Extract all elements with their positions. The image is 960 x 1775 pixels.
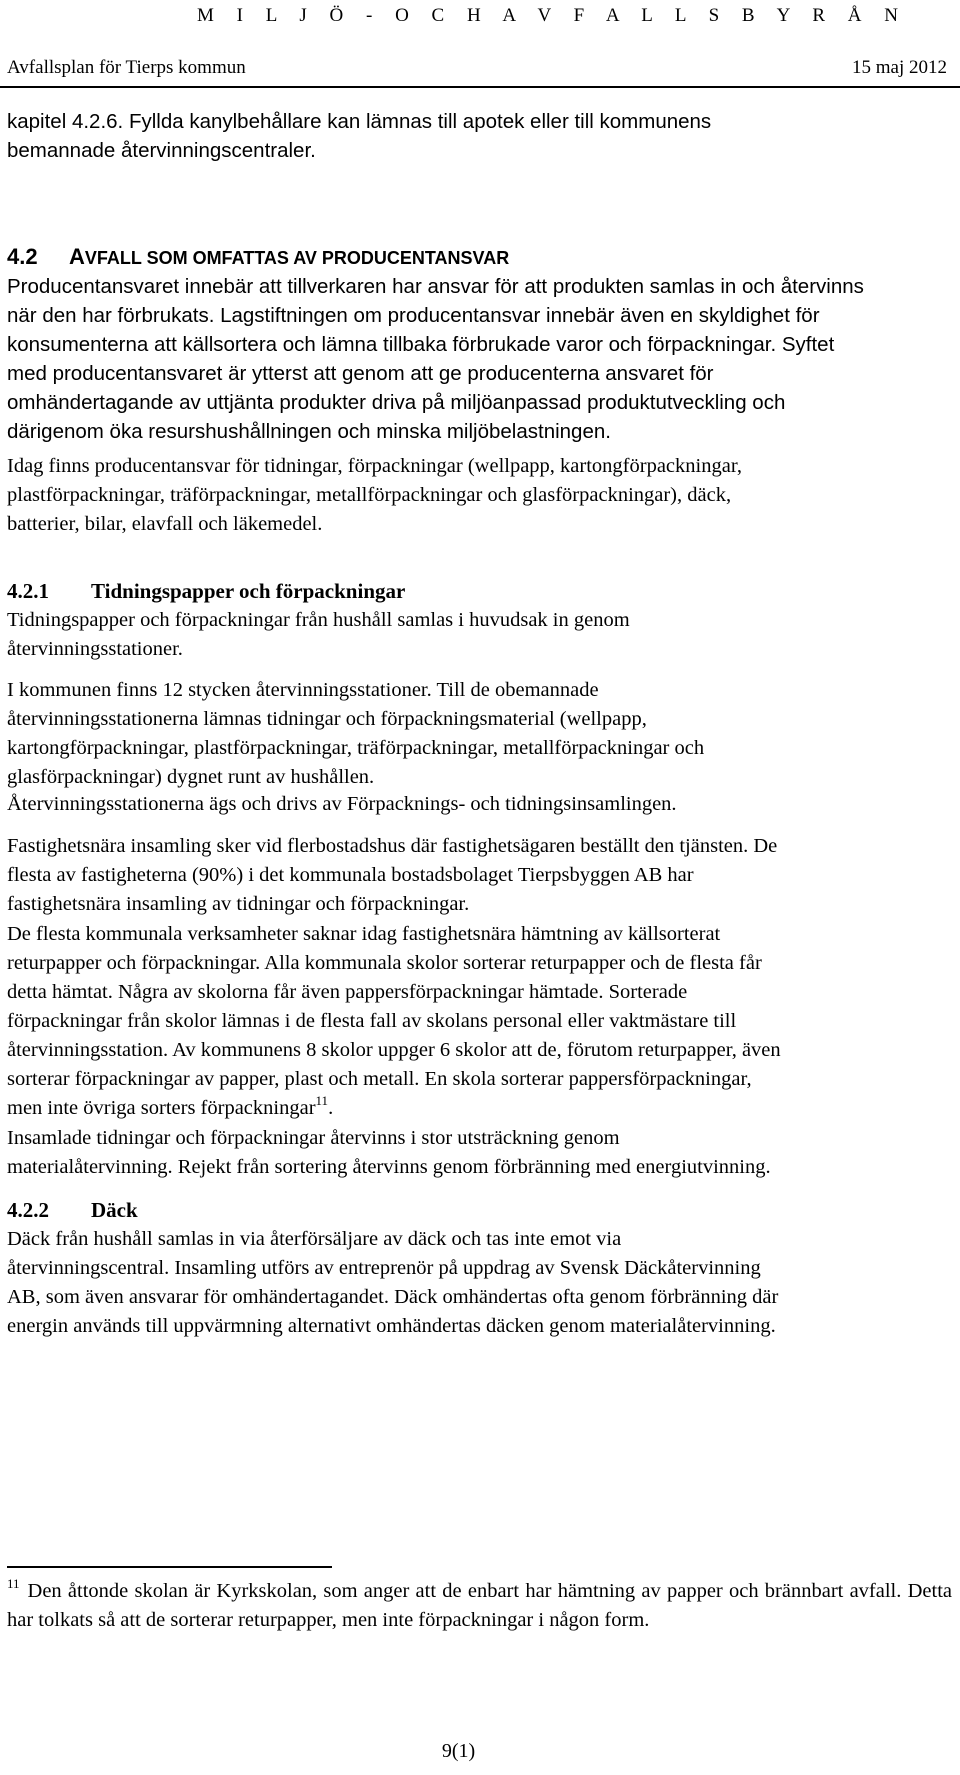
text-line: batterier, bilar, elavfall och läkemedel.: [7, 513, 323, 535]
text-line: Tidningspapper och förpackningar från hushåll samlas i huvudsak in genom: [7, 609, 630, 631]
footnote-reference: 11: [315, 1093, 329, 1108]
text-line: Återvinningsstationerna ägs och drivs av Förpacknings- och tidningsinsamlingen.: [7, 793, 677, 815]
text-line: därigenom öka resurshushållningen och minska miljöbelastningen.: [7, 420, 611, 443]
header-date: 15 maj 2012: [852, 57, 947, 78]
text-line: återvinningsstationer.: [7, 638, 183, 660]
section-4-2-1-paragraph-3: [7, 790, 952, 819]
text-line: I kommunen finns 12 stycken återvinningsstationer. Till de obemannade: [7, 679, 599, 701]
section-4-2-2-paragraph-1: [7, 1225, 952, 1341]
footnote-number: 11: [7, 1576, 20, 1591]
page-number: 9(1): [441, 1740, 476, 1762]
text-line: Fastighetsnära insamling sker vid flerbostadshus där fastighetsägaren beställt den tjänsten. De: [7, 835, 778, 857]
text-line: energin används till uppvärmning alternativt omhändertas däcken genom materialåtervinning.: [7, 1315, 776, 1337]
text-line: Idag finns producentansvar för tidningar, förpackningar (wellpapp, kartongförpackningar,: [7, 455, 742, 477]
section-number: 4.2: [7, 244, 38, 269]
text-line: när den har förbrukats. Lagstiftningen om producentansvar innebär även en skyldighet för: [7, 304, 820, 327]
footnote-divider: [7, 1566, 332, 1568]
text-line: omhändertagande av uttjänta produkter driva på miljöanpassad produktutveckling och: [7, 391, 786, 414]
text-fragment: men inte övriga sorters förpackningar: [7, 1097, 316, 1119]
text-line: Producentansvaret innebär att tillverkaren har ansvar för att produkten samlas in och återvinns: [7, 275, 864, 298]
section-heading-4-2-2: [7, 1196, 952, 1225]
text-line: konsumenterna att källsortera och lämna tillbaka förbrukade varor och förpackningar. Syftet: [7, 333, 835, 356]
text-line: [7, 1094, 952, 1123]
header-divider: [0, 86, 960, 88]
section-title: Däck: [91, 1198, 138, 1222]
header-organization: M I L J Ö - O C H A V F A L L S B Y R Å N: [197, 5, 907, 26]
header-document-title: Avfallsplan för Tierps kommun: [7, 57, 246, 78]
intro-line: kapitel 4.2.6. Fyllda kanylbehållare kan lämnas till apotek eller till kommunens: [7, 110, 712, 133]
section-4-2-paragraph-2: [7, 452, 952, 539]
text-line: De flesta kommunala verksamheter saknar idag fastighetsnära hämtning av källsorterat: [7, 923, 721, 945]
text-line: plastförpackningar, träförpackningar, metallförpackningar och glasförpackningar), däck,: [7, 484, 732, 506]
intro-paragraph: [7, 107, 952, 165]
text-line: Däck från hushåll samlas in via återförsäljare av däck och tas inte emot via: [7, 1228, 622, 1250]
text-line: detta hämtat. Några av skolorna får även pappersförpackningar hämtade. Sorterade: [7, 981, 688, 1003]
footnote: [7, 1577, 952, 1635]
text-line: fastighetsnära insamling av tidningar och förpackningar.: [7, 893, 470, 915]
footnote-text: Den åttonde skolan är Kyrkskolan, som anger att de enbart har hämtning av papper och brännbart avfall. Detta har tolkats så att de sorterar returpapper, men inte förpackningar i någon form.: [7, 1580, 952, 1631]
text-line: med producentansvaret är ytterst att genom att ge producenterna ansvaret för: [7, 362, 714, 385]
intro-line: bemannade återvinningscentraler.: [7, 139, 316, 162]
section-title-initial: A: [69, 244, 85, 269]
section-title: Tidningspapper och förpackningar: [91, 579, 406, 603]
section-number: 4.2.1: [7, 579, 49, 603]
text-line: Insamlade tidningar och förpackningar återvinns i stor utsträckning genom: [7, 1127, 620, 1149]
section-4-2-1-paragraph-2: [7, 676, 952, 792]
text-line: sorterar förpackningar av papper, plast och metall. En skola sorterar pappersförpackningar,: [7, 1068, 752, 1090]
text-line: kartongförpackningar, plastförpackningar, träförpackningar, metallförpackningar och: [7, 737, 705, 759]
text-line: materialåtervinning. Rejekt från sortering återvinns genom förbränning med energiutvinning.: [7, 1156, 771, 1178]
text-line: returpapper och förpackningar. Alla kommunala skolor sorterar returpapper och de flesta får: [7, 952, 762, 974]
section-heading-4-2: [7, 242, 952, 273]
section-4-2-1-paragraph-1: [7, 606, 952, 664]
text-line: återvinningscentral. Insamling utförs av entreprenör på uppdrag av Svensk Däckåtervinning: [7, 1257, 761, 1279]
text-line: återvinningsstation. Av kommunens 8 skolor uppger 6 skolor att de, förutom returpapper, även: [7, 1039, 781, 1061]
text-line: förpackningar från skolor lämnas i de flesta fall av skolans personal eller vaktmästare till: [7, 1010, 737, 1032]
section-number: 4.2.2: [7, 1198, 49, 1222]
text-line: glasförpackningar) dygnet runt av hushållen.: [7, 766, 375, 788]
text-fragment: .: [328, 1097, 334, 1119]
section-4-2-paragraph-1: [7, 272, 952, 446]
section-4-2-1-paragraph-4: [7, 832, 952, 919]
text-line: flesta av fastigheterna (90%) i det kommunala bostadsbolaget Tierpsbyggen AB har: [7, 864, 694, 886]
text-line: återvinningsstationerna lämnas tidningar och förpackningsmaterial (wellpapp,: [7, 708, 647, 730]
text-line: AB, som även ansvarar för omhändertagandet. Däck omhändertas ofta genom förbränning där: [7, 1286, 779, 1308]
section-4-2-1-paragraph-6: [7, 1124, 952, 1182]
section-title: VFALL SOM OMFATTAS AV PRODUCENTANSVAR: [84, 248, 510, 268]
section-heading-4-2-1: [7, 577, 952, 606]
section-4-2-1-paragraph-5: [7, 920, 952, 1123]
